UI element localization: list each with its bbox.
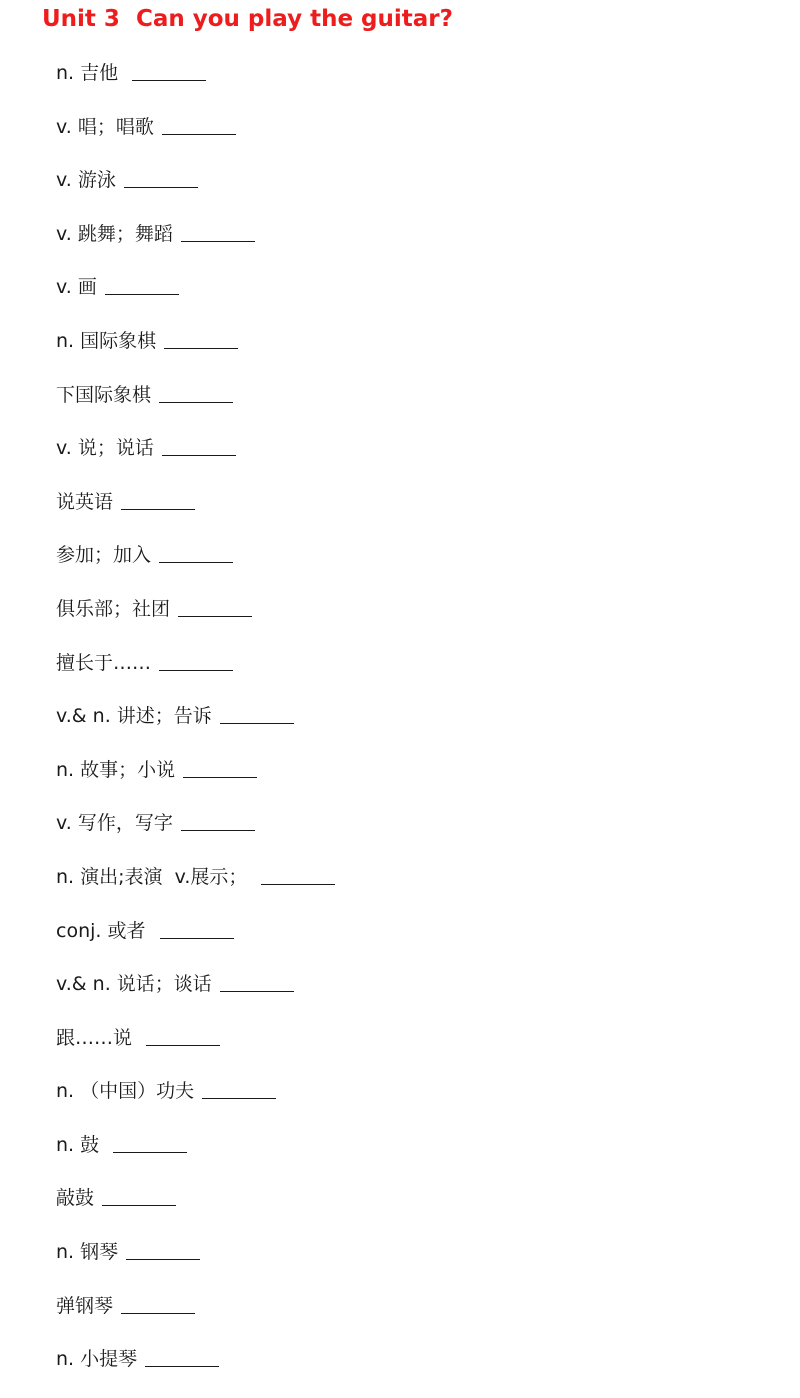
- answer-blank[interactable]: [202, 1076, 276, 1099]
- vocab-item: [56, 487, 335, 541]
- vocab-item: [56, 916, 335, 970]
- vocab-prompt: n. 演出;表演 v.展示；: [56, 865, 254, 888]
- vocab-item: [56, 969, 335, 1023]
- vocab-item: [56, 701, 335, 755]
- answer-blank[interactable]: [132, 58, 206, 81]
- vocab-list: [56, 58, 335, 1398]
- answer-blank[interactable]: [162, 112, 236, 135]
- vocab-item: [56, 862, 335, 916]
- answer-blank[interactable]: [164, 326, 238, 349]
- vocab-item: [56, 1023, 335, 1077]
- vocab-item: [56, 380, 335, 434]
- answer-blank[interactable]: [181, 808, 255, 831]
- answer-blank[interactable]: [146, 1023, 220, 1046]
- answer-blank[interactable]: [162, 433, 236, 456]
- answer-blank[interactable]: [183, 755, 257, 778]
- vocab-item: [56, 808, 335, 862]
- vocab-item: [56, 326, 335, 380]
- answer-blank[interactable]: [159, 648, 233, 671]
- vocab-prompt: v. 说；说话: [56, 437, 154, 460]
- answer-blank[interactable]: [113, 1130, 187, 1153]
- vocab-item: [56, 594, 335, 648]
- vocab-item: [56, 112, 335, 166]
- vocab-prompt: n. 吉他: [56, 62, 125, 84]
- vocab-prompt: v. 画: [56, 276, 97, 299]
- vocab-prompt: 敲鼓: [56, 1187, 95, 1210]
- page-title: Unit 3 Can you play the guitar?: [42, 6, 453, 32]
- answer-blank[interactable]: [220, 969, 294, 992]
- vocab-item: [56, 1183, 335, 1237]
- answer-blank[interactable]: [159, 540, 233, 563]
- vocab-item: [56, 1130, 335, 1184]
- vocab-prompt: n. 国际象棋: [56, 329, 157, 352]
- vocab-item: [56, 433, 335, 487]
- vocab-prompt: 说英语: [56, 490, 114, 513]
- vocab-prompt: 俱乐部；社团: [56, 597, 171, 620]
- vocab-prompt: n. （中国）功夫: [56, 1080, 195, 1103]
- vocab-item: [56, 1076, 335, 1130]
- vocab-prompt: 下国际象棋: [56, 383, 152, 406]
- vocab-prompt: 跟……说: [56, 1026, 139, 1049]
- vocab-prompt: v.& n. 讲述；告诉: [56, 705, 212, 728]
- vocab-prompt: 擅长于……: [56, 651, 152, 674]
- answer-blank[interactable]: [159, 380, 233, 403]
- vocab-prompt: n. 小提琴: [56, 1348, 138, 1371]
- vocab-prompt: n. 钢琴: [56, 1241, 119, 1264]
- vocab-item: [56, 1344, 335, 1398]
- answer-blank[interactable]: [121, 1291, 195, 1314]
- vocab-prompt: v. 跳舞；舞蹈: [56, 222, 173, 245]
- vocab-prompt: n. 鼓: [56, 1133, 106, 1156]
- vocab-item: [56, 755, 335, 809]
- answer-blank[interactable]: [102, 1183, 176, 1206]
- answer-blank[interactable]: [181, 219, 255, 242]
- vocab-item: [56, 58, 335, 112]
- vocab-prompt: v.& n. 说话；谈话: [56, 973, 212, 996]
- vocab-prompt: v. 游泳: [56, 169, 116, 192]
- answer-blank[interactable]: [121, 487, 195, 510]
- vocab-prompt: n. 故事；小说: [56, 758, 176, 781]
- vocab-item: [56, 219, 335, 273]
- vocab-prompt: v. 唱；唱歌: [56, 115, 154, 138]
- answer-blank[interactable]: [178, 594, 252, 617]
- vocab-prompt: v. 写作，写字: [56, 812, 173, 835]
- vocab-item: [56, 540, 335, 594]
- answer-blank[interactable]: [160, 916, 234, 939]
- answer-blank[interactable]: [124, 165, 198, 188]
- answer-blank[interactable]: [105, 272, 179, 295]
- vocab-item: [56, 1237, 335, 1291]
- vocab-item: [56, 165, 335, 219]
- vocab-item: [56, 1291, 335, 1345]
- vocab-item: [56, 648, 335, 702]
- vocab-item: [56, 272, 335, 326]
- answer-blank[interactable]: [220, 701, 294, 724]
- answer-blank[interactable]: [261, 862, 335, 885]
- answer-blank[interactable]: [145, 1344, 219, 1367]
- vocab-prompt: conj. 或者: [56, 919, 152, 942]
- vocab-prompt: 弹钢琴: [56, 1294, 114, 1317]
- answer-blank[interactable]: [126, 1237, 200, 1260]
- vocab-prompt: 参加；加入: [56, 544, 152, 567]
